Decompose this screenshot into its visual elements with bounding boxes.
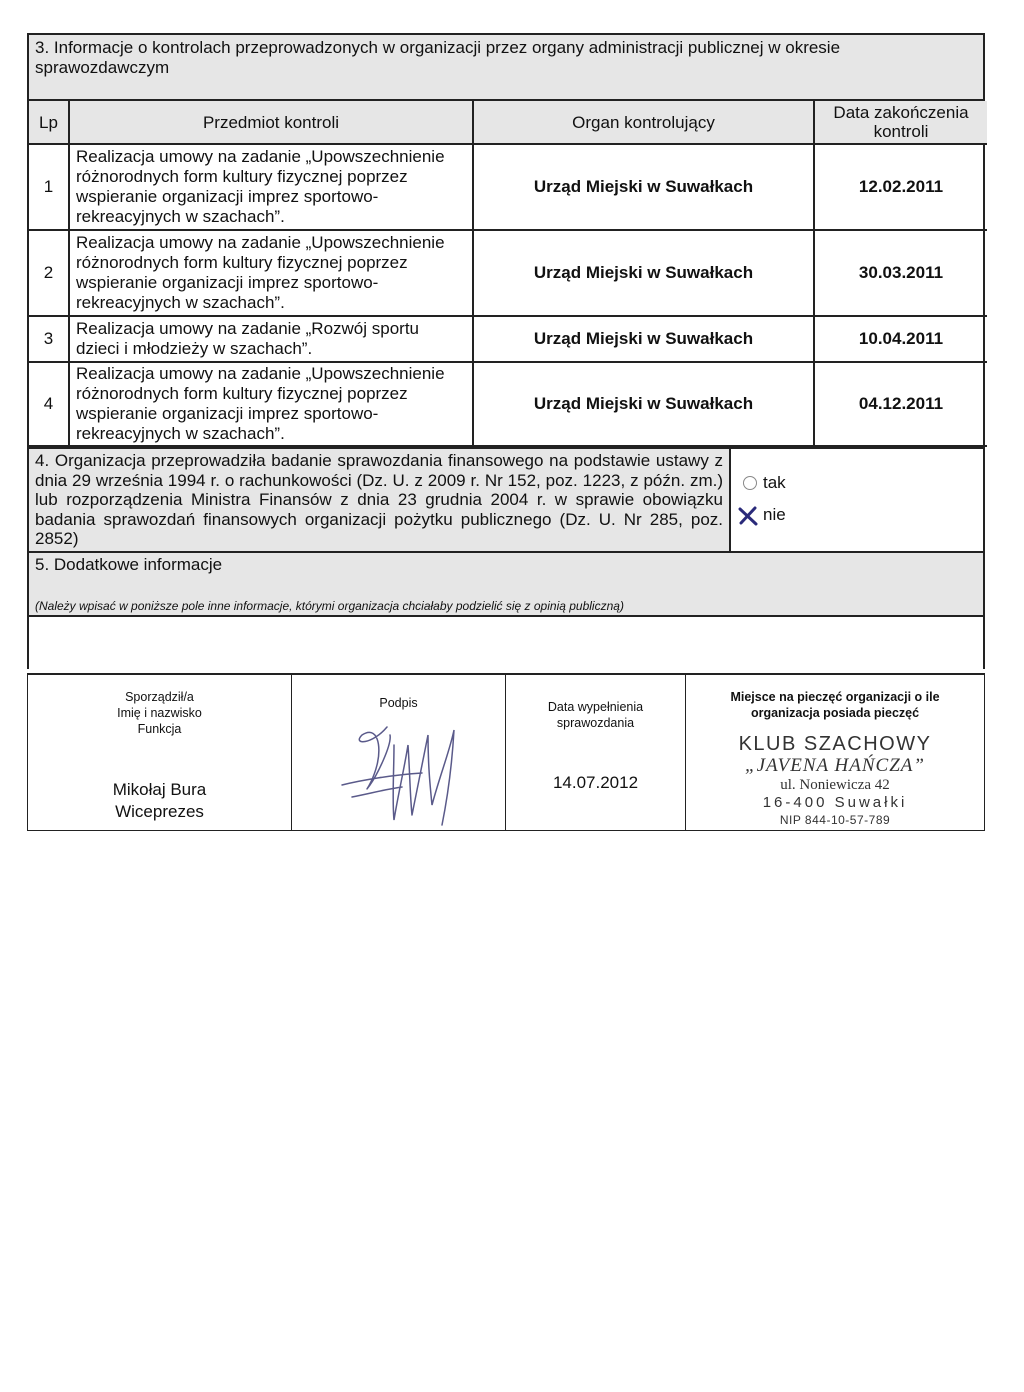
fill-date-cell bbox=[506, 675, 686, 830]
stamp-label bbox=[686, 689, 984, 721]
header-lp: Lp bbox=[29, 101, 69, 144]
row-lp: 1 bbox=[29, 144, 69, 230]
section-4-text: 4. Organizacja przeprowadziła badanie sprawozdania finansowego na podstawie ustawy z dnia 29 września 1994 r. o rachunkowości (Dz. U. z 2009 r. Nr 152, poz. 1223, z późn. zm.) lub rozporządzenia Ministra Finansów z dnia 23 grudnia 2004 r. w sprawie obowiązku badania sprawozdań finansowych organizacji pożytku publicznego (Dz. U. Nr 285, poz. 2852) bbox=[29, 449, 731, 551]
table-row bbox=[29, 362, 987, 446]
row-lp: 3 bbox=[29, 316, 69, 362]
radio-empty-icon[interactable] bbox=[743, 476, 757, 490]
organization-stamp bbox=[686, 733, 984, 828]
stamp-label-line1: Miejsce na pieczęć organizacji o ile bbox=[730, 690, 940, 704]
signature-cell bbox=[292, 675, 506, 830]
option-no-label: nie bbox=[763, 505, 786, 524]
prepared-by-line2: Imię i nazwisko bbox=[117, 706, 202, 720]
section-5-note: (Należy wpisać w poniższe pole inne informacje, którymi organizacja chciałaby podzielić się z opinią publiczną) bbox=[35, 599, 624, 613]
signature-table bbox=[27, 673, 985, 831]
fill-date-label-line1: Data wypełnienia bbox=[547, 700, 644, 714]
header-end-date-line1: Data zakończenia bbox=[833, 103, 969, 122]
checked-x-icon[interactable] bbox=[737, 505, 757, 525]
stamp-line5: NIP 844-10-57-789 bbox=[779, 813, 891, 827]
row-authority: Urząd Miejski w Suwałkach bbox=[473, 316, 814, 362]
additional-info-field[interactable] bbox=[29, 615, 985, 669]
stamp-line1: KLUB SZACHOWY bbox=[738, 733, 932, 755]
table-row bbox=[29, 230, 987, 316]
prepared-by-line3: Funkcja bbox=[137, 722, 182, 736]
prepared-by-line1: Sporządził/a bbox=[125, 690, 194, 704]
section-5-header bbox=[29, 551, 983, 615]
stamp-line2: „JAVENA HAŃCZA” bbox=[745, 755, 925, 776]
report-page bbox=[27, 33, 985, 831]
stamp-line3: ul. Noniewicza 42 bbox=[780, 777, 890, 793]
row-authority: Urząd Miejski w Suwałkach bbox=[473, 362, 814, 446]
row-subject: Realizacja umowy na zadanie „Upowszechnienie różnorodnych form kultury fizycznej poprzez wspieranie organizacji imprez sportowo-rekreacyjnych w szachach”. bbox=[69, 362, 473, 446]
row-date: 12.02.2011 bbox=[814, 144, 987, 230]
row-authority: Urząd Miejski w Suwałkach bbox=[473, 144, 814, 230]
prepared-by-cell bbox=[28, 675, 292, 830]
row-date: 04.12.2011 bbox=[814, 362, 987, 446]
header-subject: Przedmiot kontroli bbox=[69, 101, 473, 144]
stamp-line4: 16-400 Suwałki bbox=[762, 794, 908, 811]
section-4 bbox=[29, 447, 983, 551]
row-subject: Realizacja umowy na zadanie „Rozwój sportu dzieci i młodzieży w szachach”. bbox=[69, 316, 473, 362]
option-no[interactable] bbox=[737, 505, 786, 525]
fill-date-label-line2: sprawozdania bbox=[556, 716, 635, 730]
handwritten-signature bbox=[332, 715, 482, 833]
preparer-name: Mikołaj Bura bbox=[112, 780, 207, 799]
row-lp: 4 bbox=[29, 362, 69, 446]
audit-options bbox=[731, 449, 983, 551]
preparer bbox=[28, 779, 291, 823]
section-3-title: 3. Informacje o kontrolach przeprowadzonych w organizacji przez organy administracji publicznej w okresie sprawozdawczym bbox=[29, 35, 983, 101]
option-yes[interactable] bbox=[743, 473, 786, 493]
section-5-title: 5. Dodatkowe informacje bbox=[35, 555, 223, 574]
table-row bbox=[29, 316, 987, 362]
fill-date-value: 14.07.2012 bbox=[552, 773, 639, 792]
row-date: 10.04.2011 bbox=[814, 316, 987, 362]
report-frame bbox=[27, 33, 985, 669]
fill-date-label bbox=[506, 699, 685, 731]
header-end-date-line2: kontroli bbox=[873, 122, 929, 141]
header-end-date bbox=[814, 101, 987, 144]
row-subject: Realizacja umowy na zadanie „Upowszechnienie różnorodnych form kultury fizycznej poprzez wspieranie organizacji imprez sportowo-rekreacyjnych w szachach”. bbox=[69, 230, 473, 316]
prepared-by-label bbox=[28, 689, 291, 737]
stamp-label-line2: organizacja posiada pieczęć bbox=[750, 706, 920, 720]
option-yes-label: tak bbox=[763, 473, 786, 492]
row-authority: Urząd Miejski w Suwałkach bbox=[473, 230, 814, 316]
row-lp: 2 bbox=[29, 230, 69, 316]
preparer-function: Wiceprezes bbox=[115, 802, 204, 821]
stamp-cell bbox=[686, 675, 984, 830]
controls-header-row bbox=[29, 101, 987, 144]
table-row bbox=[29, 144, 987, 230]
header-authority: Organ kontrolujący bbox=[473, 101, 814, 144]
row-subject: Realizacja umowy na zadanie „Upowszechnienie różnorodnych form kultury fizycznej poprzez wspieranie organizacji imprez sportowo-rekreacyjnych w szachach”. bbox=[69, 144, 473, 230]
row-date: 30.03.2011 bbox=[814, 230, 987, 316]
signature-label: Podpis bbox=[379, 696, 418, 710]
controls-table bbox=[29, 101, 987, 447]
